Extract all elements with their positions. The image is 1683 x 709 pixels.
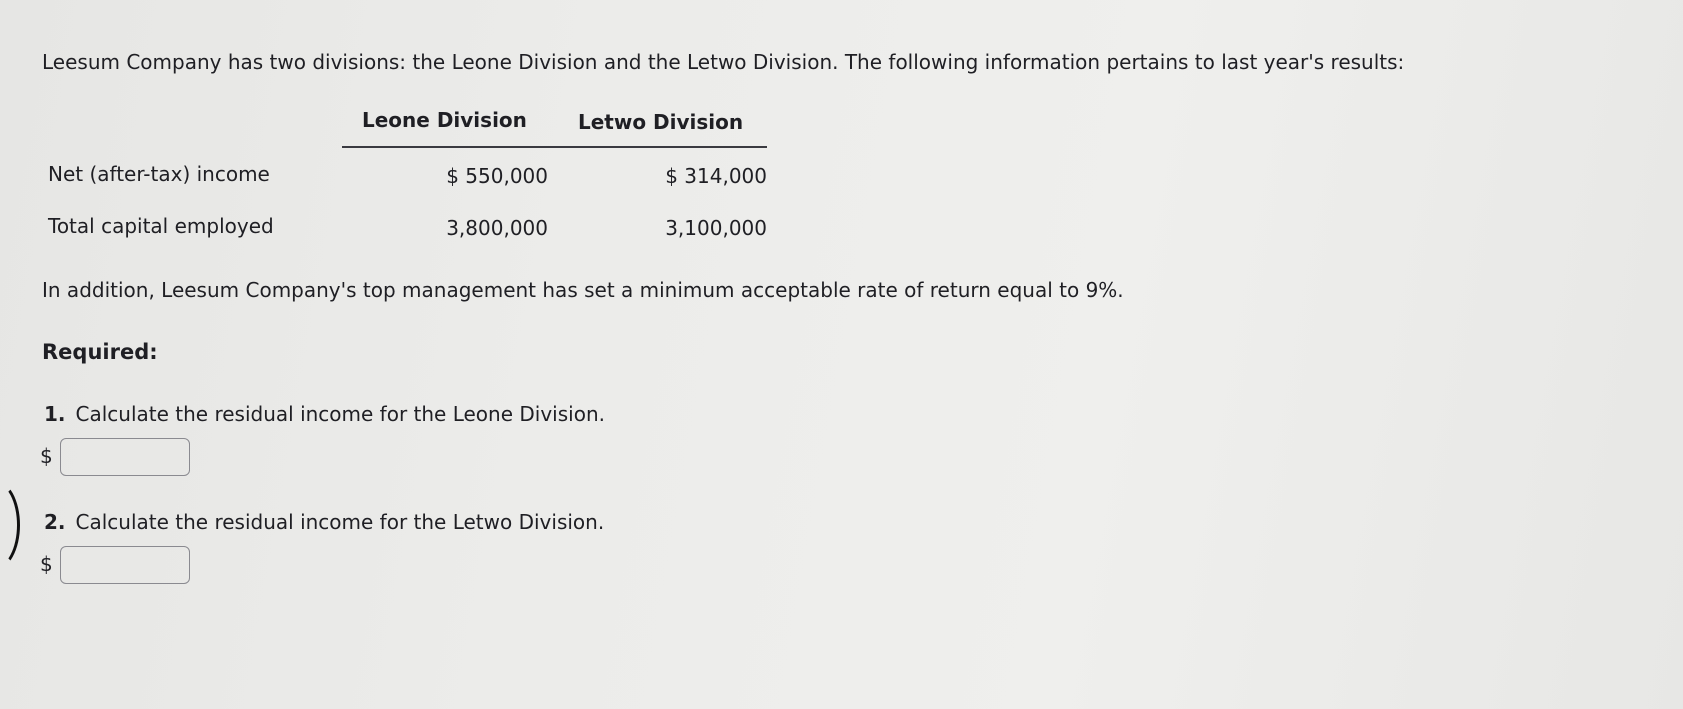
answer-1-currency: $ xyxy=(40,444,53,468)
question-1 xyxy=(44,402,605,426)
answer-1-input[interactable] xyxy=(60,438,190,476)
question-1-text: Calculate the residual income for the Leone Division. xyxy=(75,402,605,426)
cell-letwo-capital: 3,100,000 xyxy=(665,216,767,240)
required-heading: Required: xyxy=(42,340,158,364)
row-label-capital-employed: Total capital employed xyxy=(48,214,274,238)
question-1-number: 1. xyxy=(44,402,66,426)
header-divider xyxy=(342,146,767,148)
column-header-leone: Leone Division xyxy=(362,108,527,132)
question-2-text: Calculate the residual income for the Letwo Division. xyxy=(75,510,605,534)
division-data-table xyxy=(48,104,778,254)
answer-2-currency: $ xyxy=(40,552,53,576)
question-2-number: 2. xyxy=(44,510,66,534)
row-label-net-income: Net (after-tax) income xyxy=(48,162,270,186)
minimum-return-statement: In addition, Leesum Company's top management has set a minimum acceptable rate of return equal to 9%. xyxy=(42,278,1124,302)
page-edge-arc xyxy=(0,480,20,570)
question-2 xyxy=(44,510,604,534)
problem-intro: Leesum Company has two divisions: the Leone Division and the Letwo Division. The following information pertains to last year's results: xyxy=(42,50,1405,74)
column-header-letwo: Letwo Division xyxy=(578,110,744,134)
cell-leone-net-income: $ 550,000 xyxy=(446,164,548,188)
cell-letwo-net-income: $ 314,000 xyxy=(665,164,767,188)
cell-leone-capital: 3,800,000 xyxy=(446,216,548,240)
answer-2-input[interactable] xyxy=(60,546,190,584)
